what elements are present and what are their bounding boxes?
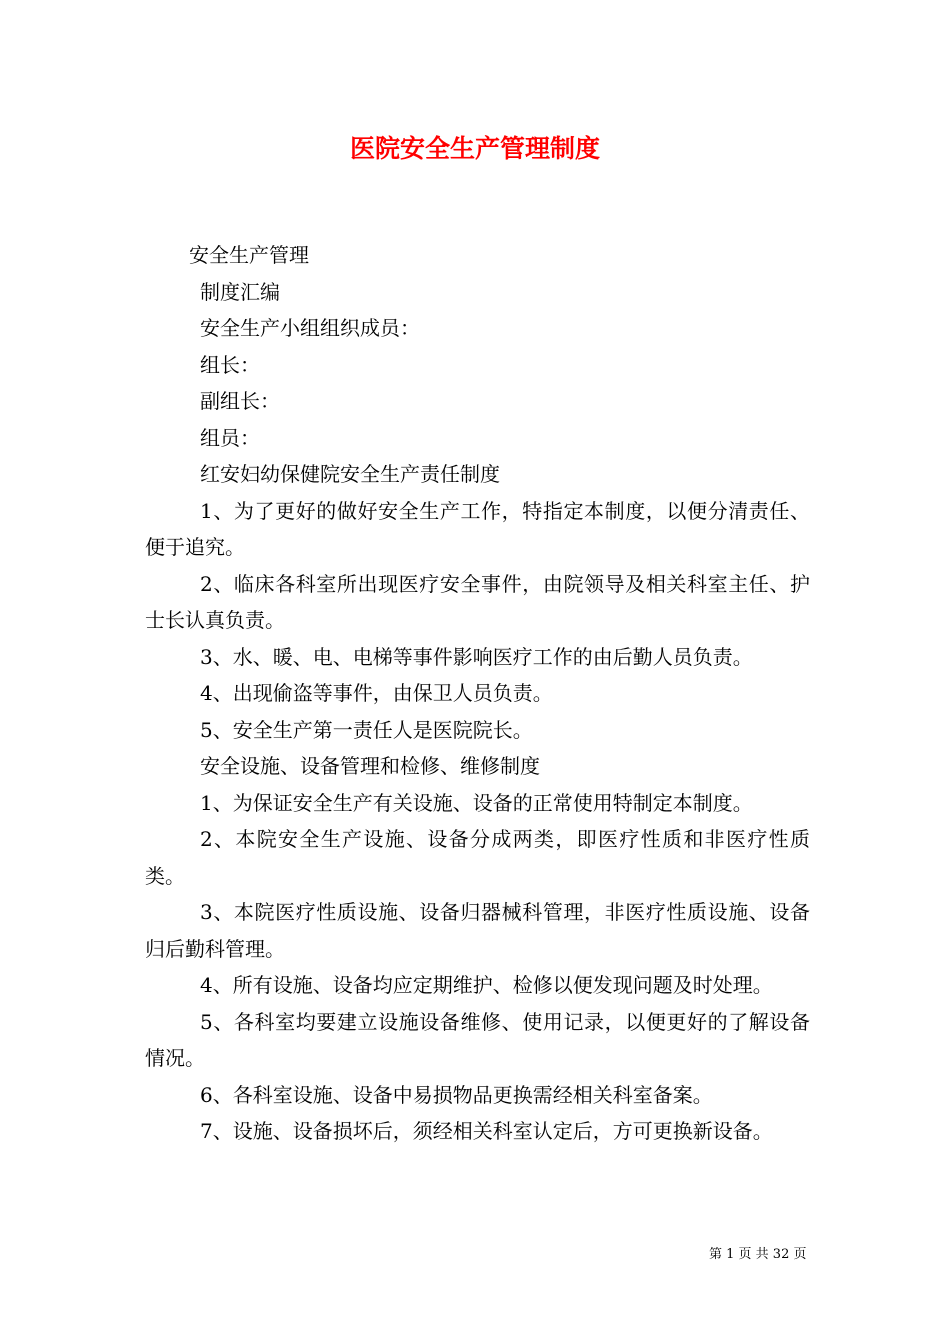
team-members-label: 组员：	[200, 425, 260, 450]
heading-line-1: 安全生产管理	[189, 243, 309, 267]
deputy-leader-label: 副组长：	[200, 389, 280, 413]
responsibility-item-3: 3、水、暖、电、电梯等事件影响医疗工作的由后勤人员负责。	[200, 644, 753, 669]
responsibility-item-1: 1、为了更好的做好安全生产工作，特指定本制度，以便分清责任、便于追究。	[145, 498, 810, 559]
equipment-item-5: 5、各科室均要建立设施设备维修、使用记录，以便更好的了解设备情况。	[145, 1009, 810, 1070]
members-label: 安全生产小组组织成员：	[200, 316, 420, 340]
equipment-item-3: 3、本院医疗性质设施、设备归器械科管理，非医疗性质设施、设备归后勤科管理。	[145, 900, 810, 961]
document-body	[145, 237, 810, 1150]
section2-heading: 安全设施、设备管理和检修、维修制度	[200, 754, 540, 778]
heading-line-2: 制度汇编	[200, 279, 280, 304]
equipment-item-7: 7、设施、设备损坏后，须经相关科室认定后，方可更换新设备。	[200, 1119, 773, 1143]
equipment-item-4: 4、所有设施、设备均应定期维护、检修以便发现问题及时处理。	[200, 973, 773, 997]
responsibility-item-5: 5、安全生产第一责任人是医院院长。	[200, 717, 533, 742]
document-title: 医院安全生产管理制度	[349, 134, 600, 163]
equipment-item-6: 6、各科室设施、设备中易损物品更换需经相关科室备案。	[200, 1082, 713, 1107]
leader-label: 组长：	[200, 352, 260, 377]
responsibility-item-2: 2、临床各科室所出现医疗安全事件，由院领导及相关科室主任、护士长认真负责。	[145, 571, 810, 632]
section1-heading: 红安妇幼保健院安全生产责任制度	[200, 462, 500, 486]
equipment-item-2: 2、本院安全生产设施、设备分成两类，即医疗性质和非医疗性质类。	[145, 827, 810, 888]
page-number: 第 1 页 共 32 页	[709, 1247, 807, 1262]
equipment-item-1: 1、为保证安全生产有关设施、设备的正常使用特制定本制度。	[200, 790, 753, 815]
responsibility-item-4: 4、出现偷盗等事件，由保卫人员负责。	[200, 681, 553, 705]
